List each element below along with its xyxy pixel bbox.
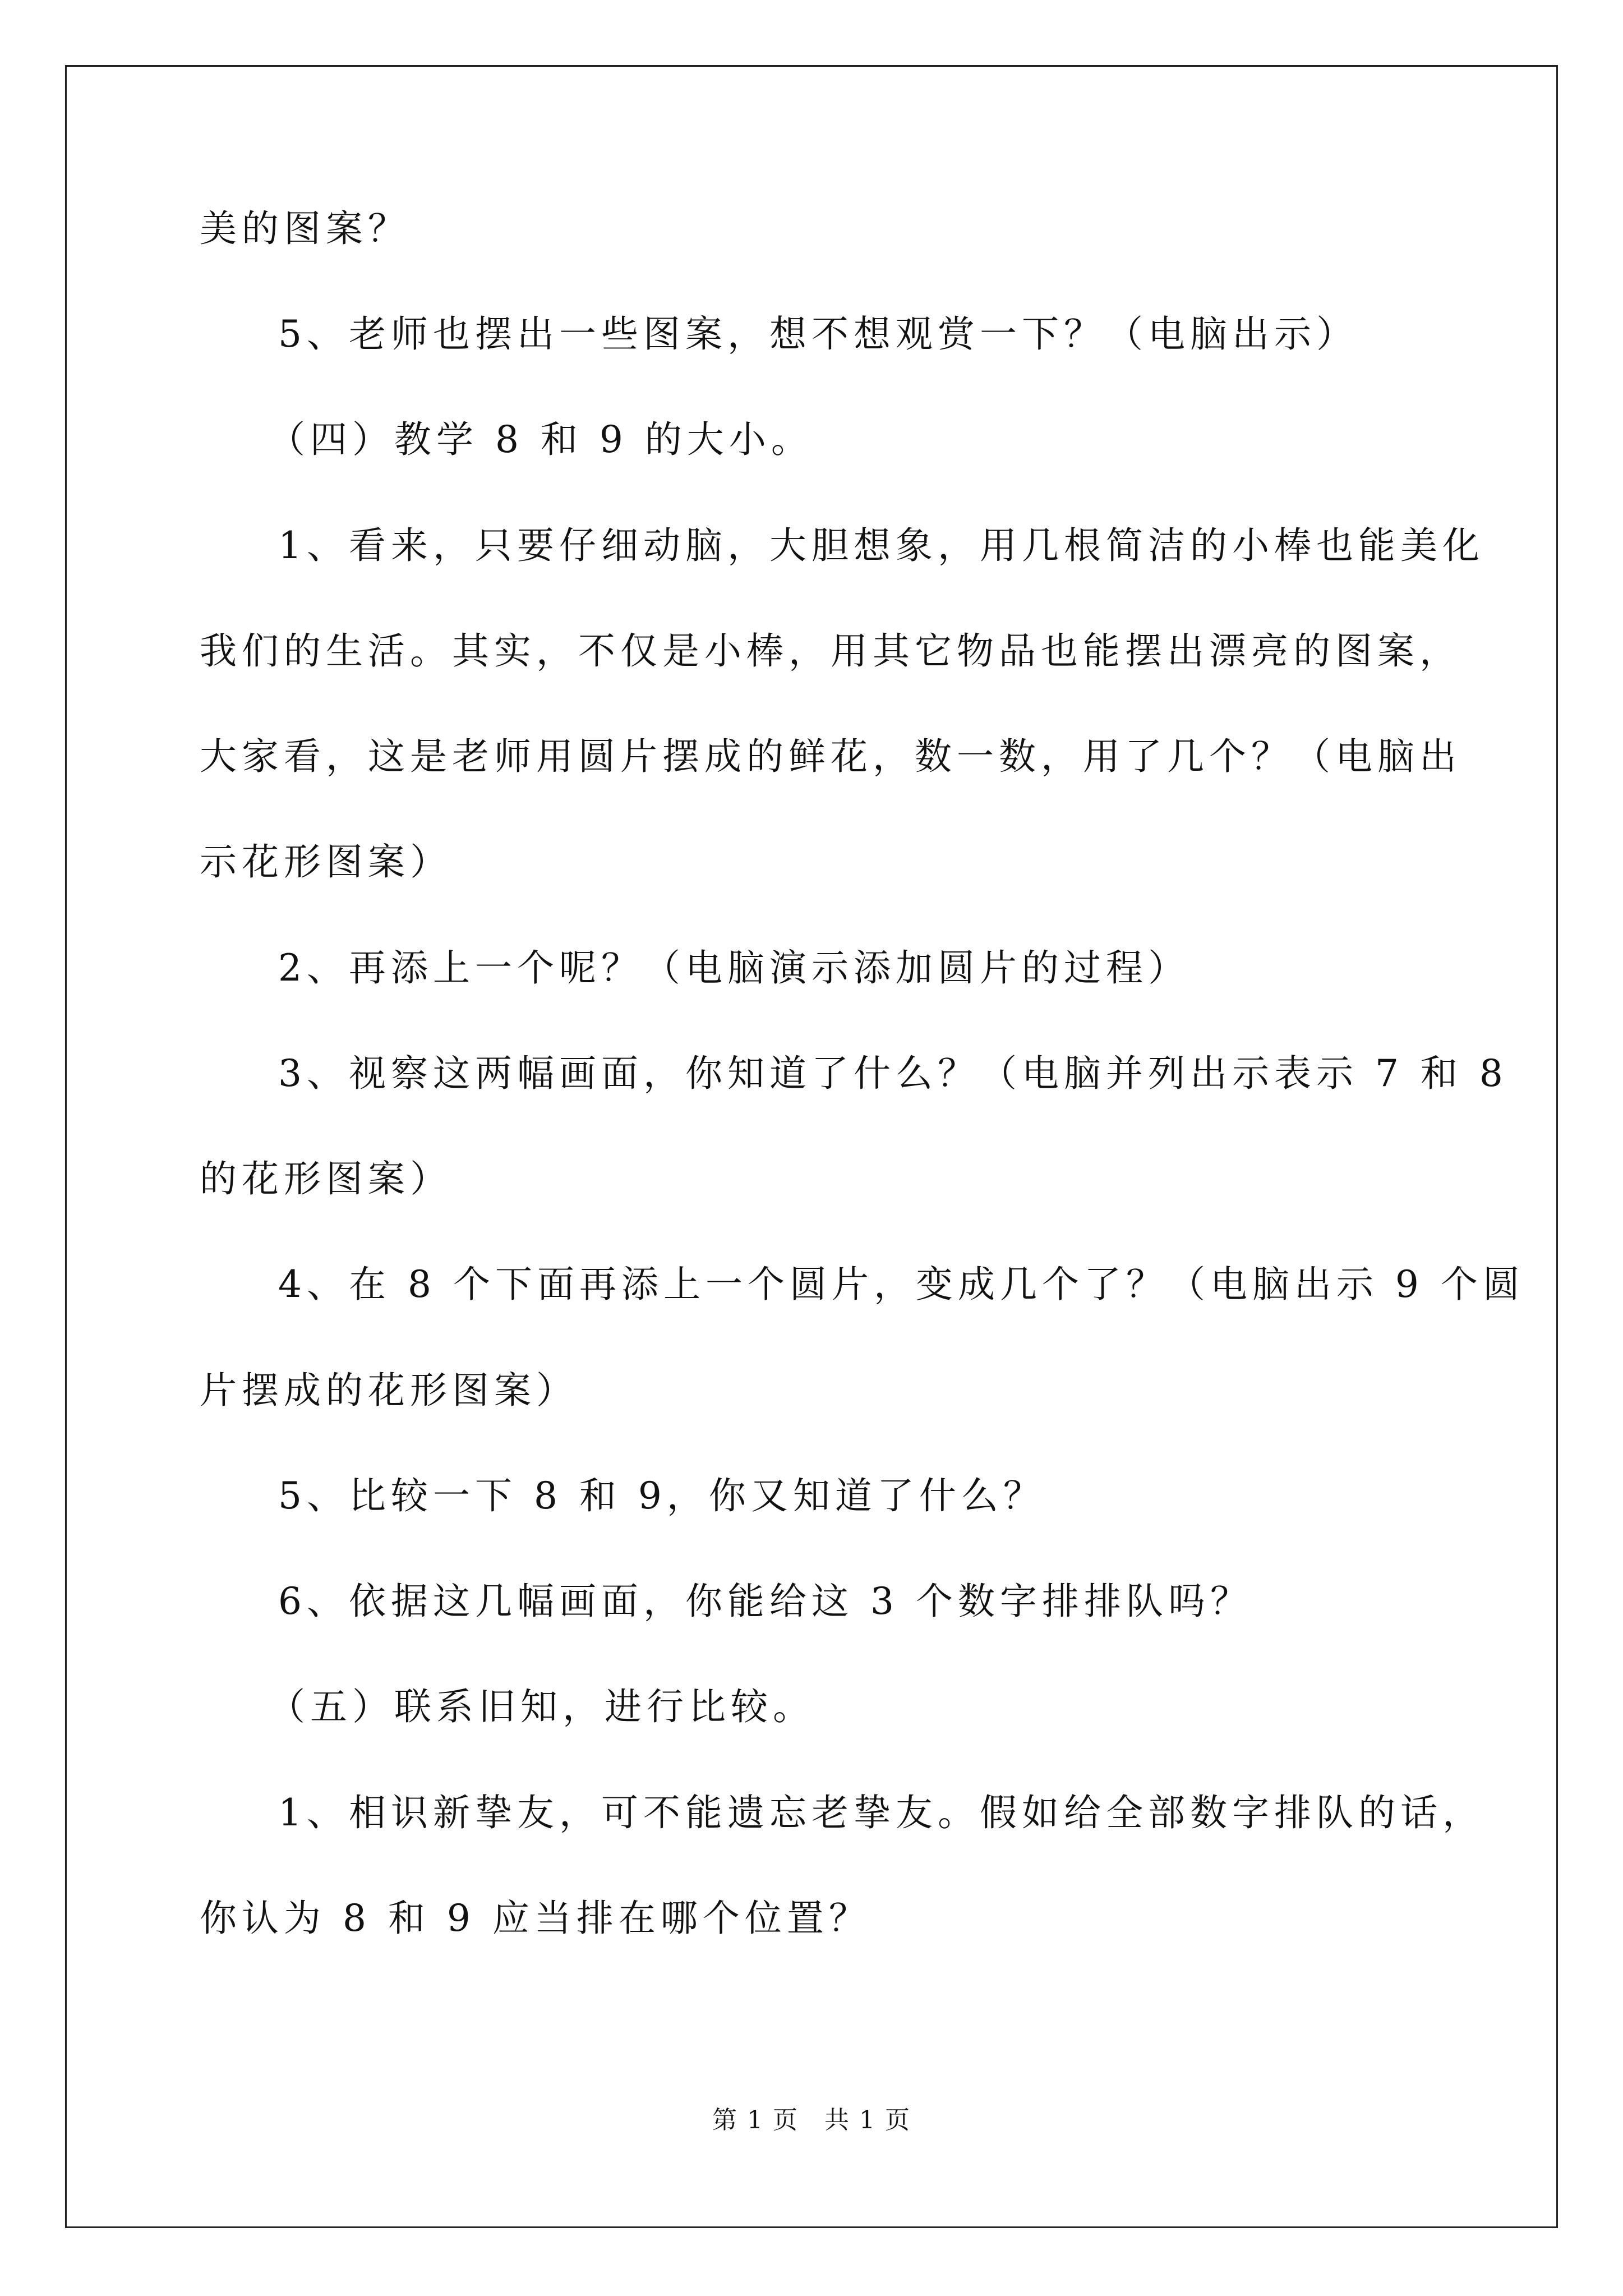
text-line-9: 3、视察这两幅画面，你知道了什么？（电脑并列出示表示 7 和 8: [278, 1052, 1508, 1095]
text-line-8: 2、再添上一个呢？（电脑演示添加圆片的过程）: [278, 946, 1190, 990]
page-number-footer: 第 1 页 共 1 页: [712, 2106, 911, 2134]
text-line-14: 6、依据这几幅画面，你能给这 3 个数字排排队吗？: [278, 1580, 1252, 1623]
text-line-13: 5、比较一下 8 和 9，你又知道了什么？: [278, 1474, 1045, 1517]
text-line-10: 的花形图案）: [200, 1157, 452, 1200]
text-line-7: 示花形图案）: [200, 840, 452, 884]
text-line-6: 大家看，这是老师用圆片摆成的鲜花，数一数，用了几个？（电脑出: [200, 735, 1461, 778]
text-line-16: 1、相识新挚友，可不能遗忘老挚友。假如给全部数字排队的话，: [278, 1791, 1484, 1834]
text-line-1: 美的图案？: [200, 207, 410, 250]
text-line-11: 4、在 8 个下面再添上一个圆片，变成几个了？（电脑出示 9 个圆: [278, 1263, 1525, 1306]
text-line-12: 片摆成的花形图案）: [200, 1369, 578, 1412]
text-line-5: 我们的生活。其实，不仅是小棒，用其它物品也能摆出漂亮的图案，: [200, 629, 1461, 673]
section-heading-4: （四）教学 8 和 9 的大小。: [268, 418, 813, 461]
section-heading-5: （五）联系旧知，进行比较。: [268, 1685, 815, 1728]
text-line-17: 你认为 8 和 9 应当排在哪个位置？: [200, 1897, 871, 1940]
text-line-2: 5、老师也摆出一些图案，想不想观赏一下？（电脑出示）: [278, 312, 1358, 356]
text-line-4: 1、看来，只要仔细动脑，大胆想象，用几根简洁的小棒也能美化: [278, 524, 1484, 567]
